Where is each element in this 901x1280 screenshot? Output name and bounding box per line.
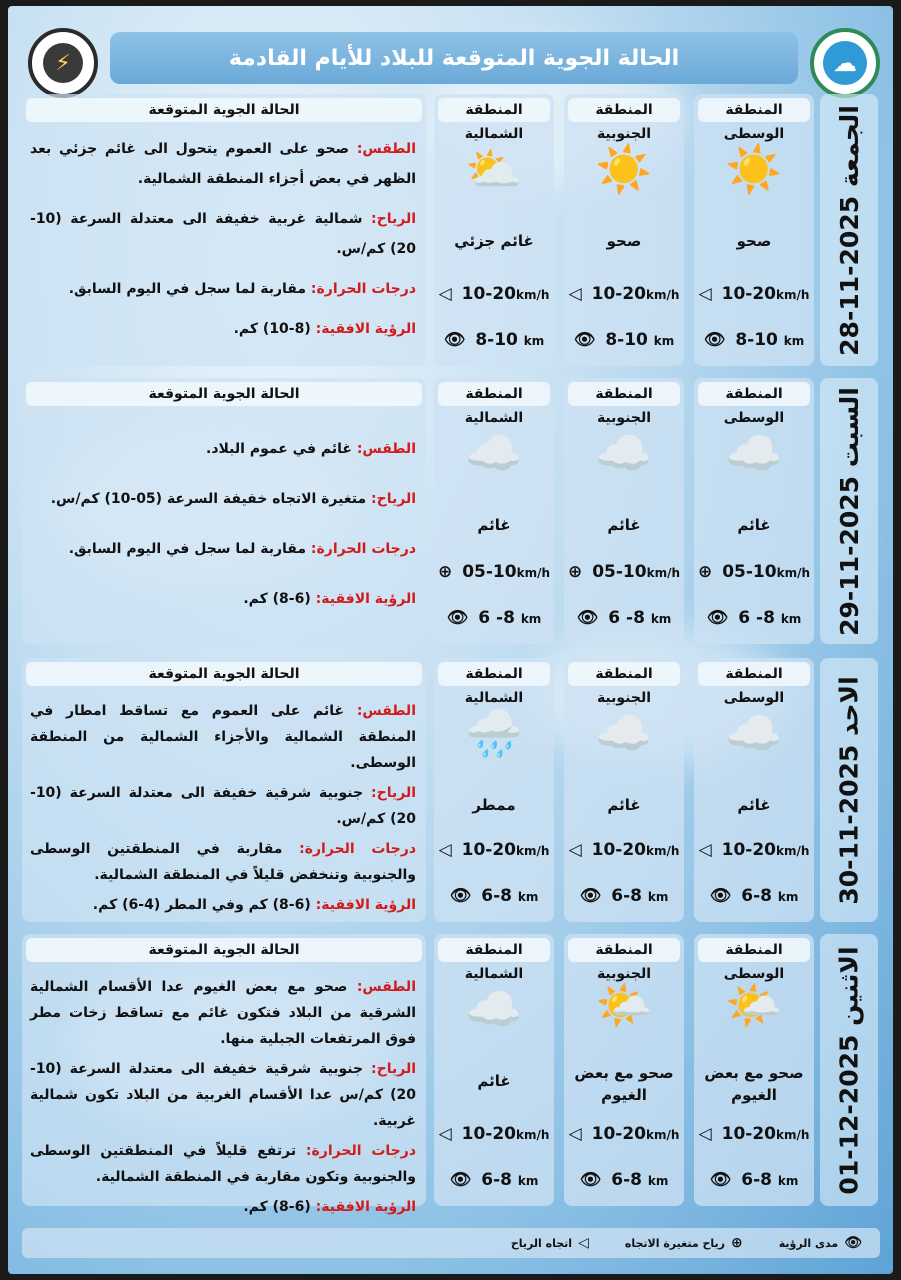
forecast-date: الاحد 2025-11-30 xyxy=(834,675,864,905)
wind-speed: ◁ 10-20km/h xyxy=(568,1124,680,1144)
eye-icon: 👁 xyxy=(449,886,472,906)
condition-text: صحو xyxy=(606,232,642,250)
region-name: المنطقة الشمالية xyxy=(438,938,550,962)
sun-icon: ☀️ xyxy=(595,142,653,196)
eye-icon: 👁 xyxy=(446,608,469,628)
date-panel xyxy=(820,658,878,922)
cloud-icon: ☁️ xyxy=(465,426,523,480)
sun-icon: ☀️ xyxy=(725,142,783,196)
visibility: 👁 6 -8 km xyxy=(446,608,542,628)
forecast-line: الرؤية الافقية: (6-8) كم. xyxy=(243,1199,416,1215)
visibility: 👁 6 -8 km xyxy=(706,608,802,628)
region-card xyxy=(694,378,814,644)
eye-icon: 👁 xyxy=(706,608,729,628)
condition-text: ممطر xyxy=(472,796,516,814)
forecast-page xyxy=(8,6,893,1274)
visibility: 👁 6-8 km xyxy=(709,1170,799,1190)
wind-direction-icon: ◁ xyxy=(698,1124,712,1144)
variable-wind-icon: ⊕ xyxy=(567,562,583,582)
variable-wind-icon: ⊕ xyxy=(437,562,453,582)
forecast-line: الرياح: جنوبية شرقية خفيفة الى معتدلة السرعة (10-20) كم/س. xyxy=(30,785,416,827)
eye-icon: 👁 xyxy=(443,330,466,350)
legend xyxy=(22,1228,880,1258)
wind-speed: ◁ 10-20km/h xyxy=(438,840,550,860)
variable-wind-icon: ⊕ xyxy=(731,1235,743,1251)
meteorology-logo-left xyxy=(28,28,98,98)
forecast-line: الطقس: غائم في عموم البلاد. xyxy=(206,441,416,457)
wind-direction-icon: ◁ xyxy=(698,284,712,304)
eye-icon: 👁 xyxy=(579,1170,602,1190)
cloud-logo-icon: ☁ xyxy=(823,41,867,85)
forecast-title: الحالة الجوية المتوقعة xyxy=(26,98,422,122)
region-card xyxy=(564,94,684,366)
wind-direction-icon: ◁ xyxy=(438,1124,452,1144)
forecast-line: الرياح: متغيرة الاتجاه خفيفة السرعة (05-10) كم/س. xyxy=(50,491,416,507)
wind-speed: ◁ 10-20km/h xyxy=(438,284,550,304)
wind-direction-icon: ◁ xyxy=(438,284,452,304)
forecast-date: السبت 2025-11-29 xyxy=(834,386,864,636)
wind-direction-icon: ◁ xyxy=(438,840,452,860)
wind-direction-icon: ◁ xyxy=(568,284,582,304)
condition-text: غائم xyxy=(737,796,771,814)
region-name: المنطقة الشمالية xyxy=(438,662,550,686)
region-name: المنطقة الجنوبية xyxy=(568,938,680,962)
region-card xyxy=(564,378,684,644)
region-name: المنطقة الجنوبية xyxy=(568,382,680,406)
condition-text: غائم xyxy=(607,516,641,534)
wind-speed: ◁ 10-20km/h xyxy=(438,1124,550,1144)
cloud-icon: ☁️ xyxy=(725,426,783,480)
wind-speed: ⊕ 05-10km/h xyxy=(567,562,681,582)
forecast-line: درجات الحرارة: مقاربة لما سجل في اليوم السابق. xyxy=(68,541,416,557)
wind-direction-icon: ◁ xyxy=(568,840,582,860)
forecast-line: درجات الحرارة: مقاربة لما سجل في اليوم السابق. xyxy=(68,281,416,297)
cloud-icon: ☁️ xyxy=(465,982,523,1036)
region-name: المنطقة الوسطى xyxy=(698,382,810,406)
forecast-line: الطقس: غائم على العموم مع تساقط امطار في المنطقة الشمالية والأجزاء الشمالية من المنطقة الوسطى. xyxy=(30,703,416,771)
visibility: 👁 8-10 km xyxy=(703,330,805,350)
region-name: المنطقة الشمالية xyxy=(438,98,550,122)
forecast-description xyxy=(22,934,426,1215)
region-card xyxy=(564,658,684,922)
forecast-line: درجات الحرارة: مقاربة في المنطقتين الوسطى والجنوبية وتنخفض قليلاً في المنطقة الشمالية. xyxy=(30,841,417,883)
forecast-description xyxy=(22,658,426,922)
forecast-title: الحالة الجوية المتوقعة xyxy=(26,382,422,406)
forecast-line: الرؤية الافقية: (6-8) كم. xyxy=(243,591,416,607)
eye-icon: 👁 xyxy=(576,608,599,628)
wind-speed: ⊕ 05-10km/h xyxy=(697,562,811,582)
region-card xyxy=(694,658,814,922)
cloud-icon: ☁️ xyxy=(595,706,653,760)
condition-text: صحو مع بعض الغيوم xyxy=(704,1064,804,1104)
region-name: المنطقة الوسطى xyxy=(698,98,810,122)
condition-text: صحو مع بعض الغيوم xyxy=(574,1064,674,1104)
forecast-line: الطقس: صحو مع بعض الغيوم عدا الأقسام الشمالية الشرقية من البلاد فتكون غائم مع تساقط زخات مطر فوق المرتفعات الجبلية منها. xyxy=(30,979,416,1047)
rain-icon: 🌧️ xyxy=(465,706,523,760)
region-card xyxy=(434,934,554,1206)
wind-speed: ◁ 10-20km/h xyxy=(698,840,810,860)
eye-icon: 👁 xyxy=(709,1170,732,1190)
forecast-title: الحالة الجوية المتوقعة xyxy=(26,938,422,962)
date-panel xyxy=(820,378,878,644)
condition-text: صحو xyxy=(736,232,772,250)
visibility: 👁 6-8 km xyxy=(579,886,669,906)
eye-icon: 👁 xyxy=(703,330,726,350)
region-card xyxy=(434,658,554,922)
wind-speed: ◁ 10-20km/h xyxy=(698,284,810,304)
forecast-line: درجات الحرارة: ترتفع قليلاً في المنطقتين الوسطى والجنوبية وتكون مقاربة في المنطقة الشمالية. xyxy=(30,1143,416,1185)
condition-text: غائم xyxy=(477,1072,511,1090)
forecast-line: الطقس: صحو على العموم يتحول الى غائم جزئي بعد الظهر في بعض أجزاء المنطقة الشمالية. xyxy=(30,141,416,187)
forecast-description xyxy=(22,378,426,644)
condition-text: غائم xyxy=(607,796,641,814)
sun-cloud-icon: 🌤️ xyxy=(725,978,783,1032)
wind-speed: ◁ 10-20km/h xyxy=(698,1124,810,1144)
cloud-icon: ☁️ xyxy=(725,706,783,760)
region-card xyxy=(694,94,814,366)
region-name: المنطقة الجنوبية xyxy=(568,98,680,122)
eye-icon: 👁 xyxy=(709,886,732,906)
legend-item: ⊕ رياح متغيرة الاتجاه xyxy=(624,1235,743,1251)
condition-text: غائم xyxy=(737,516,771,534)
forecast-line: الرؤية الافقية: (6-8) كم وفي المطر (4-6) كم. xyxy=(92,897,416,913)
forecast-description xyxy=(22,94,426,366)
partly-cloudy-icon: ⛅ xyxy=(465,142,523,196)
region-card xyxy=(434,378,554,644)
forecast-title: الحالة الجوية المتوقعة xyxy=(26,662,422,686)
condition-text: غائم جزئي xyxy=(454,232,534,250)
visibility: 👁 8-10 km xyxy=(573,330,675,350)
forecast-date: الاثنين 2025-12-01 xyxy=(834,945,864,1195)
region-card xyxy=(694,934,814,1206)
region-name: المنطقة الوسطى xyxy=(698,662,810,686)
region-card xyxy=(564,934,684,1206)
visibility: 👁 8-10 km xyxy=(443,330,545,350)
cloud-icon: ☁️ xyxy=(595,426,653,480)
region-name: المنطقة الوسطى xyxy=(698,938,810,962)
forecast-date: الجمعة 2025-11-28 xyxy=(834,104,864,356)
variable-wind-icon: ⊕ xyxy=(697,562,713,582)
date-panel xyxy=(820,934,878,1206)
wind-speed: ◁ 10-20km/h xyxy=(568,284,680,304)
lightning-icon: ⚡ xyxy=(43,43,83,83)
visibility: 👁 6-8 km xyxy=(709,886,799,906)
wind-direction-icon: ◁ xyxy=(698,840,712,860)
wind-speed: ◁ 10-20km/h xyxy=(568,840,680,860)
page-title: الحالة الجوية المتوقعة للبلاد للأيام القادمة xyxy=(110,32,798,84)
condition-text: غائم xyxy=(477,516,511,534)
eye-icon: 👁 xyxy=(844,1235,862,1251)
region-name: المنطقة الجنوبية xyxy=(568,662,680,686)
visibility: 👁 6-8 km xyxy=(449,886,539,906)
forecast-line: الرياح: شمالية غربية خفيفة الى معتدلة السرعة (10-20) كم/س. xyxy=(30,211,416,257)
wind-direction-icon: ◁ xyxy=(578,1235,589,1251)
visibility: 👁 6 -8 km xyxy=(576,608,672,628)
forecast-line: الرياح: جنوبية شرقية خفيفة الى معتدلة السرعة (10-20) كم/س عدا الأقسام الغربية من البلاد تكون شمالية غربية. xyxy=(30,1061,416,1129)
visibility: 👁 6-8 km xyxy=(449,1170,539,1190)
region-card xyxy=(434,94,554,366)
eye-icon: 👁 xyxy=(573,330,596,350)
eye-icon: 👁 xyxy=(449,1170,472,1190)
legend-item: ◁ اتجاه الرياح xyxy=(510,1235,589,1251)
legend-item: 👁 مدى الرؤية xyxy=(778,1235,862,1251)
meteorology-logo-right xyxy=(810,28,880,98)
wind-direction-icon: ◁ xyxy=(568,1124,582,1144)
visibility: 👁 6-8 km xyxy=(579,1170,669,1190)
wind-speed: ⊕ 05-10km/h xyxy=(437,562,551,582)
sun-cloud-icon: 🌤️ xyxy=(595,978,653,1032)
region-name: المنطقة الشمالية xyxy=(438,382,550,406)
eye-icon: 👁 xyxy=(579,886,602,906)
date-panel xyxy=(820,94,878,366)
forecast-line: الرؤية الافقية: (8-10) كم. xyxy=(233,321,416,337)
